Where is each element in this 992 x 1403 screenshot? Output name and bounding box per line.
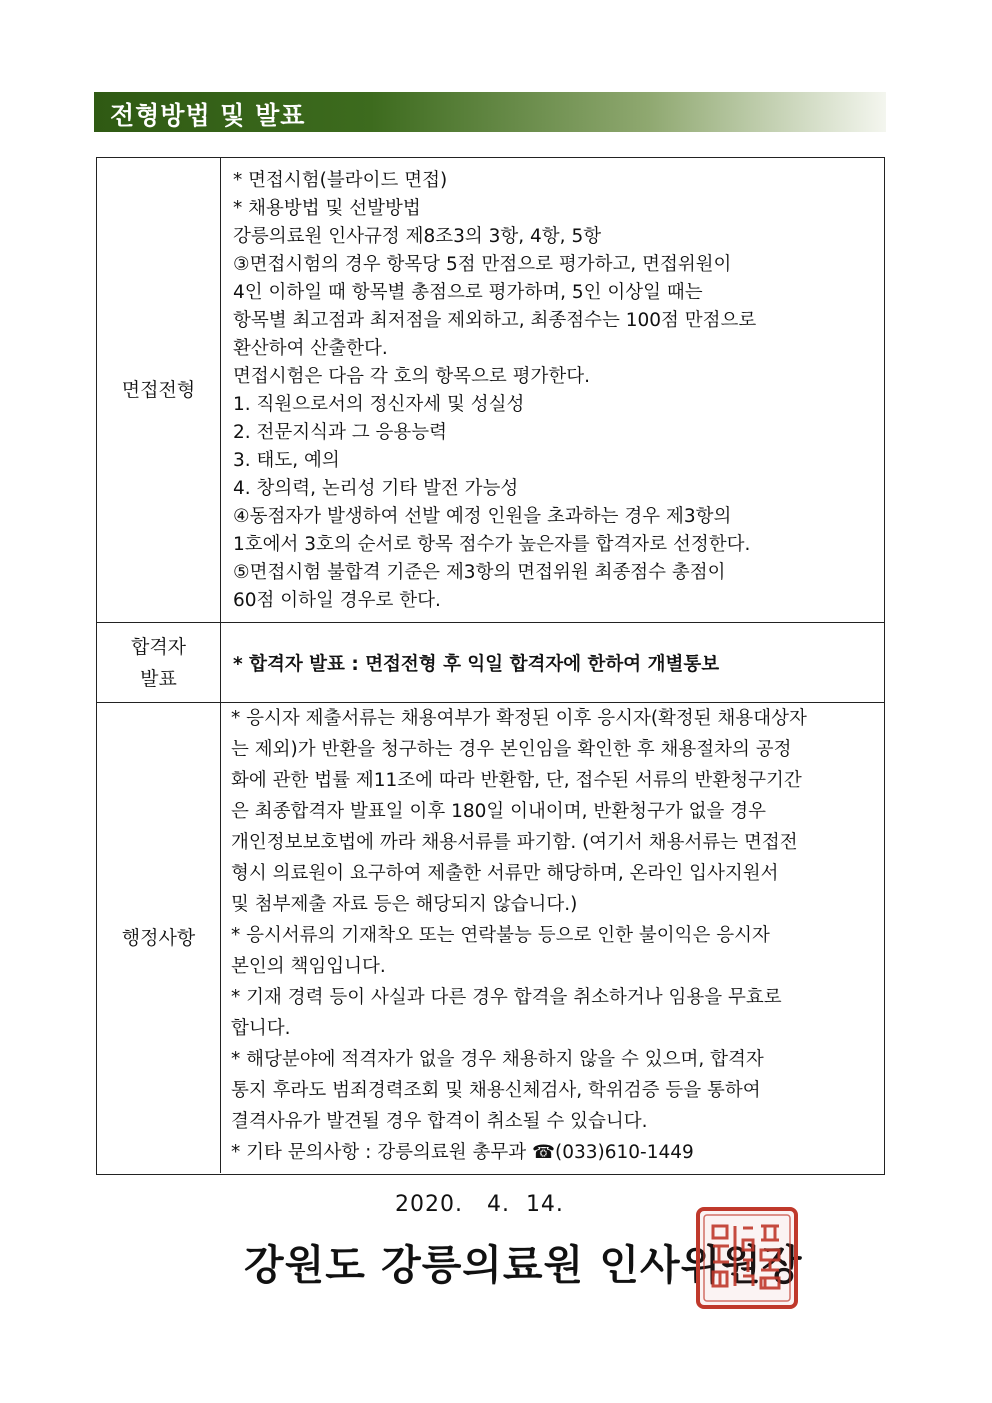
- table-row-announcement: [97, 623, 884, 703]
- interview-line: 4. 창의력, 논리성 기타 발전 가능성: [233, 478, 519, 499]
- interview-line: 2. 전문지식과 그 응용능력: [233, 422, 448, 443]
- interview-line: ③면접시험의 경우 항목당 5점 만점으로 평가하고, 면접위원이: [233, 254, 732, 275]
- interview-line: 환산하여 산출한다.: [233, 338, 388, 359]
- admin-line: 화에 관한 법률 제11조에 따라 반환함, 단, 접수된 서류의 반환청구기간: [231, 770, 802, 791]
- table-row-admin: [97, 703, 884, 1173]
- interview-line: 4인 이하일 때 항목별 총점으로 평가하며, 5인 이상일 때는: [233, 282, 703, 303]
- interview-line: 강릉의료원 인사규정 제8조3의 3항, 4항, 5항: [233, 226, 602, 247]
- interview-line: 3. 태도, 예의: [233, 450, 340, 471]
- admin-line: 합니다.: [231, 1018, 291, 1039]
- admin-line: 는 제외)가 반환을 청구하는 경우 본인임을 확인한 후 채용절차의 공정: [231, 739, 792, 760]
- table-row-interview: [97, 158, 884, 623]
- announcement-text: * 합격자 발표 : 면접전형 후 익일 합격자에 한하여 개별통보: [233, 654, 720, 675]
- admin-line: 형시 의료원이 요구하여 제출한 서류만 해당하며, 온라인 입사지원서: [231, 863, 779, 884]
- section-header: [94, 92, 886, 132]
- row-content-interview: [221, 158, 884, 622]
- document-date: 2020. 4. 14.: [395, 1192, 564, 1217]
- interview-line: ④동점자가 발생하여 선발 예정 인원을 초과하는 경우 제3항의: [233, 506, 732, 527]
- row-label-announcement: [97, 623, 221, 702]
- interview-line: ⑤면접시험 불합격 기준은 제3항의 면접위원 최종점수 총점이: [233, 562, 726, 583]
- admin-line: * 응시자 제출서류는 채용여부가 확정된 이후 응시자(확정된 채용대상자: [231, 708, 807, 729]
- section-title: 전형방법 및 발표: [110, 101, 306, 130]
- interview-line: 1호에서 3호의 순서로 항목 점수가 높은자를 합격자로 선정한다.: [233, 534, 751, 555]
- row-label-admin: 행정사항: [97, 703, 221, 1173]
- interview-line: * 면접시험(블라이드 면접): [233, 170, 448, 191]
- official-seal-icon: [695, 1206, 799, 1310]
- label-line: 합격자: [130, 635, 187, 658]
- row-content-admin: [221, 703, 884, 1173]
- admin-line: * 해당분야에 적격자가 없을 경우 채용하지 않을 수 있으며, 합격자: [231, 1049, 764, 1070]
- interview-line: 1. 직원으로서의 정신자세 및 성실성: [233, 394, 525, 415]
- label-line: 발표: [140, 667, 177, 690]
- admin-line: 및 첨부제출 자료 등은 해당되지 않습니다.): [231, 894, 578, 915]
- interview-line: 면접시험은 다음 각 호의 항목으로 평가한다.: [233, 366, 590, 387]
- admin-line: * 기재 경력 등이 사실과 다른 경우 합격을 취소하거나 임용을 무효로: [231, 987, 782, 1008]
- interview-line: 항목별 최고점과 최저점을 제외하고, 최종점수는 100점 만점으로: [233, 310, 757, 331]
- row-label-interview: 면접전형: [97, 158, 221, 622]
- admin-line: 결격사유가 발견될 경우 합격이 취소될 수 있습니다.: [231, 1111, 648, 1132]
- interview-line: * 채용방법 및 선발방법: [233, 198, 421, 219]
- signature-title: 강원도 강릉의료원 인사위원장: [244, 1241, 803, 1289]
- admin-line: 개인정보보호법에 까라 채용서류를 파기함. (여기서 채용서류는 면접전: [231, 832, 798, 853]
- admin-line: 은 최종합격자 발표일 이후 180일 이내이며, 반환청구가 없을 경우: [231, 801, 767, 822]
- row-content-announcement: [221, 623, 884, 702]
- admin-line: 통지 후라도 범죄경력조회 및 채용신체검사, 학위검증 등을 통하여: [231, 1080, 761, 1101]
- admin-line: * 기타 문의사항 : 강릉의료원 총무과 ☎(033)610-1449: [231, 1142, 694, 1163]
- admin-line: * 응시서류의 기재착오 또는 연락불능 등으로 인한 불이익은 응시자: [231, 925, 770, 946]
- info-table: [96, 157, 885, 1175]
- interview-line: 60점 이하일 경우로 한다.: [233, 590, 441, 611]
- admin-line: 본인의 책임입니다.: [231, 956, 386, 977]
